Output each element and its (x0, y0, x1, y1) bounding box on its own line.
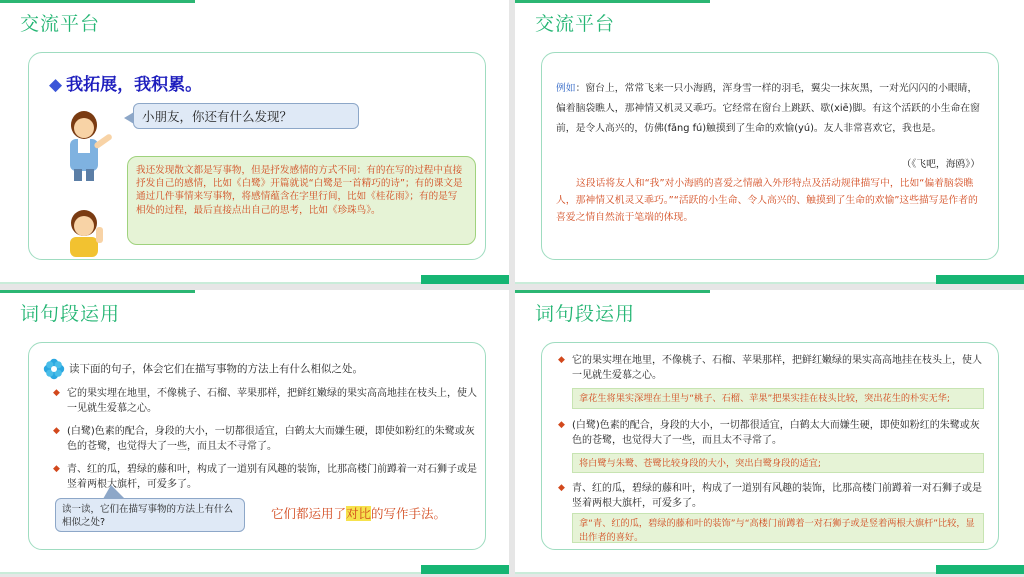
sentence-text: 它的果实埋在地里，不像桃子、石榴、苹果那样，把鲜红嫩绿的果实高高地挂在枝头上，使人一见就生爱慕之心。 (67, 388, 477, 414)
top-accent-line (0, 0, 195, 3)
example-label: 例如 (556, 83, 576, 94)
sentence-item-2 (53, 424, 477, 454)
content-panel (541, 52, 999, 260)
bubble-tail (124, 112, 134, 124)
note-box-1 (572, 388, 984, 409)
heading-text: 我拓展，我积累。 (66, 75, 203, 95)
question-text: 读一读，它们在描写事物的方法上有什么相似之处? (62, 504, 234, 528)
source-citation: （《飞吧，海鸥》） (901, 159, 980, 170)
note-box-3 (572, 513, 984, 543)
sentence-text: 青、红的瓜，碧绿的藤和叶，构成了一道别有风趣的装饰，比那高楼门前蹲着一对石狮子或是竖着两根大旗杆，可爱多了。 (572, 483, 982, 509)
note-box-2 (572, 453, 984, 473)
sentence-item-1 (53, 386, 477, 416)
student-answer: 我还发现散文都是写事物，但是抒发感情的方式不同：有的在写的过程中直接抒发自己的感情，比如《白鹭》开篇就说“白鹭是一首精巧的诗”；有的课文是通过几件事情来写事物，将感情蕴含在字里行间，比如《桂花雨》；有的是写相处的过程，最后直接点出自己的思考，比如《珍珠鸟》。 (136, 165, 463, 216)
slide-title: 词句段运用 (20, 303, 121, 325)
note-text: 将白鹭与朱鹭、苍鹭比较身段的大小，突出白鹭身段的适宜; (579, 458, 821, 469)
top-accent-line (515, 290, 710, 293)
conclusion-pre: 它们都运用了 (271, 506, 347, 521)
analysis-body: 这段话将友人和“我”对小海鸥的喜爱之情融入外形特点及活动规律描写中，比如“偏着脑袋瞧人，那神情又机灵又乖巧。”“活跃的小生命、令人高兴的、触摸到了生命的欢愉”这些描写是作者的喜爱之情自然流于笔端的体现。 (556, 178, 978, 223)
bullet-diamond-icon: ◆ (558, 355, 565, 365)
bullet-diamond-icon: ◆ (558, 483, 565, 493)
conclusion-text (271, 504, 446, 522)
slide-word-sentence-2[interactable] (515, 290, 1024, 574)
content-panel (541, 342, 999, 550)
example-text: ：窗台上，常常飞来一只小海鸥，浑身雪一样的羽毛，翼尖一抹灰黑，一对光闪闪的小眼睛，偏着脑袋瞧人，那神情又机灵又乖巧。它经常在窗台上跳跃、歇(xiē)脚。有这个活跃的小生命在窗前，是令人高兴的，仿佛(fǎng fú)触摸到了生命的欢愉(yú)。友人非常喜欢它，我也是。 (556, 83, 980, 134)
question-bubble (55, 498, 245, 532)
sentence-item-3 (558, 481, 984, 511)
slide-title: 交流平台 (20, 13, 101, 35)
top-accent-line (515, 0, 710, 3)
bottom-accent-bar (936, 565, 1024, 574)
analysis-text (556, 175, 984, 226)
bullet-diamond-icon: ◆ (558, 420, 565, 430)
teacher-avatar (56, 109, 118, 181)
section-heading (49, 70, 202, 95)
student-answer-box (127, 156, 476, 245)
content-panel (28, 342, 486, 550)
bottom-accent-bar (421, 565, 509, 574)
slide-title: 词句段运用 (535, 303, 636, 325)
top-accent-line (0, 290, 195, 293)
bullet-diamond-icon: ◆ (53, 464, 60, 474)
conclusion-highlight: 对比 (346, 506, 372, 521)
slide-title: 交流平台 (535, 13, 616, 35)
slide-exchange-platform-1[interactable] (0, 0, 509, 284)
question-bubble-tail (103, 485, 125, 499)
note-text: 拿花生将果实深埋在土里与“桃子、石榴、苹果”把果实挂在枝头比较，突出花生的朴实无华; (579, 393, 950, 404)
sentence-text: (白鹭)色素的配合，身段的大小，一切都很适宜，白鹤太大而嫌生硬，即使如粉红的朱鹭或灰色的苍鹭，也觉得大了一些，而且太不寻常了。 (572, 420, 980, 446)
sentence-item-1 (558, 353, 984, 383)
teacher-speech-bubble (133, 103, 359, 129)
sentence-text: 它的果实埋在地里，不像桃子、石榴、苹果那样，把鲜红嫩绿的果实高高地挂在枝头上，使人一见就生爱慕之心。 (572, 355, 982, 381)
bottom-accent-bar (421, 275, 509, 284)
sentence-text: 青、红的瓜，碧绿的藤和叶，构成了一道别有风趣的装饰，比那高楼门前蹲着一对石狮子或是竖着两根大旗杆，可爱多了。 (67, 464, 477, 490)
student-avatar (62, 207, 110, 259)
teacher-question: 小朋友，你还有什么发现？ (142, 109, 293, 124)
intro-instruction: 读下面的句子，体会它们在描写事物的方法上有什么相似之处。 (69, 363, 363, 375)
example-paragraph (556, 79, 986, 139)
flower-icon (43, 358, 65, 380)
slide-exchange-platform-2[interactable] (515, 0, 1024, 284)
diamond-icon: ◆ (49, 75, 63, 95)
bullet-diamond-icon: ◆ (53, 426, 60, 436)
sentence-text: (白鹭)色素的配合，身段的大小，一切都很适宜，白鹤太大而嫌生硬，即使如粉红的朱鹭或灰色的苍鹭，也觉得大了一些，而且太不寻常了。 (67, 426, 475, 452)
content-panel (28, 52, 486, 260)
bottom-accent-bar (936, 275, 1024, 284)
note-text: 拿“青、红的瓜，碧绿的藤和叶的装饰”与“高楼门前蹲着一对石狮子或是竖着两根大旗杆”比较，显出作者的喜好。 (579, 518, 975, 543)
conclusion-post: 的写作手法。 (371, 506, 447, 521)
sentence-item-3 (53, 462, 477, 492)
slide-word-sentence-1[interactable] (0, 290, 509, 574)
sentence-item-2 (558, 418, 984, 448)
bullet-diamond-icon: ◆ (53, 388, 60, 398)
